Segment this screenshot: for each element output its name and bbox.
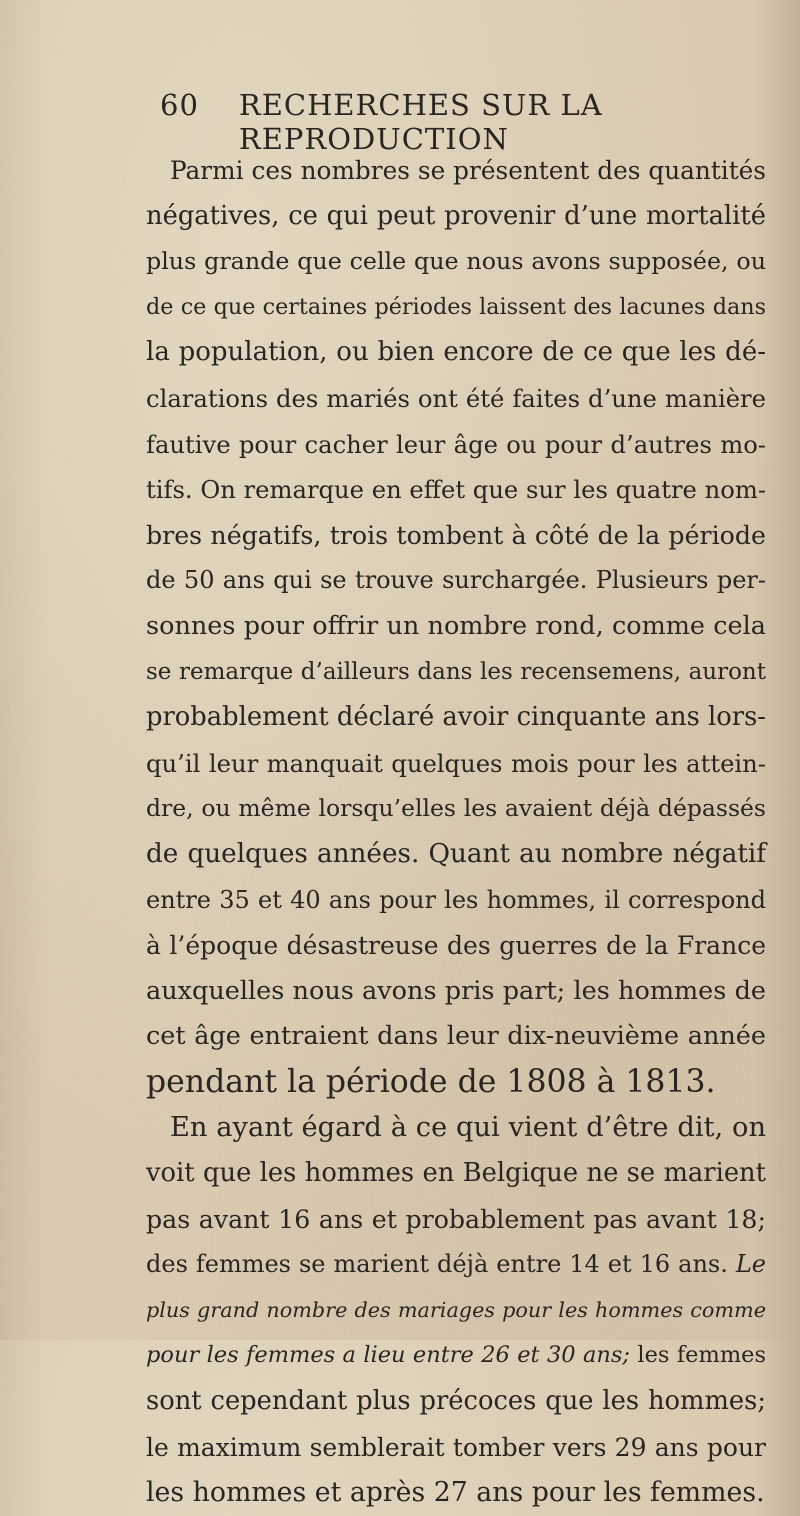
- italic-segment: plus grand nombre des mariages pour les hommes comme: [146, 1297, 766, 1322]
- text-line: plus grande que celle que nous avons supposée, ou: [146, 247, 766, 276]
- text-line: voit que les hommes en Belgique ne se marient: [146, 1158, 766, 1189]
- text-line: clarations des mariés ont été faites d’une manière: [146, 383, 766, 413]
- text-line: tifs. On remarque en effet que sur les quatre nom-: [146, 475, 767, 505]
- text-line: auxquelles nous avons pris part; les hommes de: [146, 975, 766, 1006]
- text-line: de quelques années. Quant au nombre négatif: [146, 838, 766, 869]
- text-line: probablement déclaré avoir cinquante ans lors-: [146, 702, 766, 733]
- italic-segment: pour les femmes a lieu entre 26 et 30 ans;: [146, 1342, 631, 1369]
- text-line: fautive pour cacher leur âge ou pour d’autres mo-: [146, 429, 766, 459]
- text-line: pendant la période de 1808 à 1813.: [146, 1063, 716, 1100]
- body-text: [146, 148, 766, 1516]
- text-line: dre, ou même lorsqu’elles les avaient déjà dépassés: [146, 794, 766, 823]
- text-line: pas avant 16 ans et probablement pas avant 18;: [146, 1204, 766, 1234]
- text-line: entre 35 et 40 ans pour les hommes, il correspond: [146, 885, 766, 914]
- text-line: le maximum semblerait tomber vers 29 ans pour: [146, 1432, 766, 1462]
- text-line: se remarque d’ailleurs dans les recensemens, auront: [146, 658, 766, 685]
- text-line: [146, 1242, 766, 1288]
- text-line: qu’il leur manquait quelques mois pour les attein-: [146, 748, 766, 778]
- page-number: 60: [160, 88, 199, 122]
- italic-segment: Le: [735, 1250, 766, 1279]
- text-line: négatives, ce qui peut provenir d’une mortalité: [146, 200, 766, 231]
- running-title: RECHERCHES SUR LA REPRODUCTION: [238, 88, 603, 156]
- text-line: de ce que certaines périodes laissent des lacunes dans: [146, 293, 766, 320]
- text-line: la population, ou bien encore de ce que les dé-: [146, 337, 766, 368]
- text-line: En ayant égard à ce qui vient d’être dit, on: [170, 1112, 766, 1144]
- text-line: cet âge entraient dans leur dix-neuvième année: [146, 1021, 766, 1052]
- text-segment: les femmes: [637, 1342, 767, 1369]
- text-line: [146, 1333, 766, 1379]
- text-line: sont cependant plus précoces que les hommes;: [146, 1386, 766, 1417]
- text-line: sonnes pour offrir un nombre rond, comme cela: [146, 610, 766, 641]
- text-line: les hommes et après 27 ans pour les femmes.: [146, 1477, 765, 1509]
- text-segment: des femmes se marient déjà entre 14 et 16 ans.: [146, 1250, 728, 1279]
- text-line: à l’époque désastreuse des guerres de la France: [146, 931, 766, 961]
- text-line: [146, 1288, 766, 1334]
- text-line: de 50 ans qui se trouve surchargée. Plusieurs per-: [146, 566, 766, 595]
- running-header: [160, 88, 720, 156]
- text-line: Parmi ces nombres se présentent des quantités: [170, 156, 766, 185]
- text-line: bres négatifs, trois tombent à côté de la période: [146, 520, 766, 550]
